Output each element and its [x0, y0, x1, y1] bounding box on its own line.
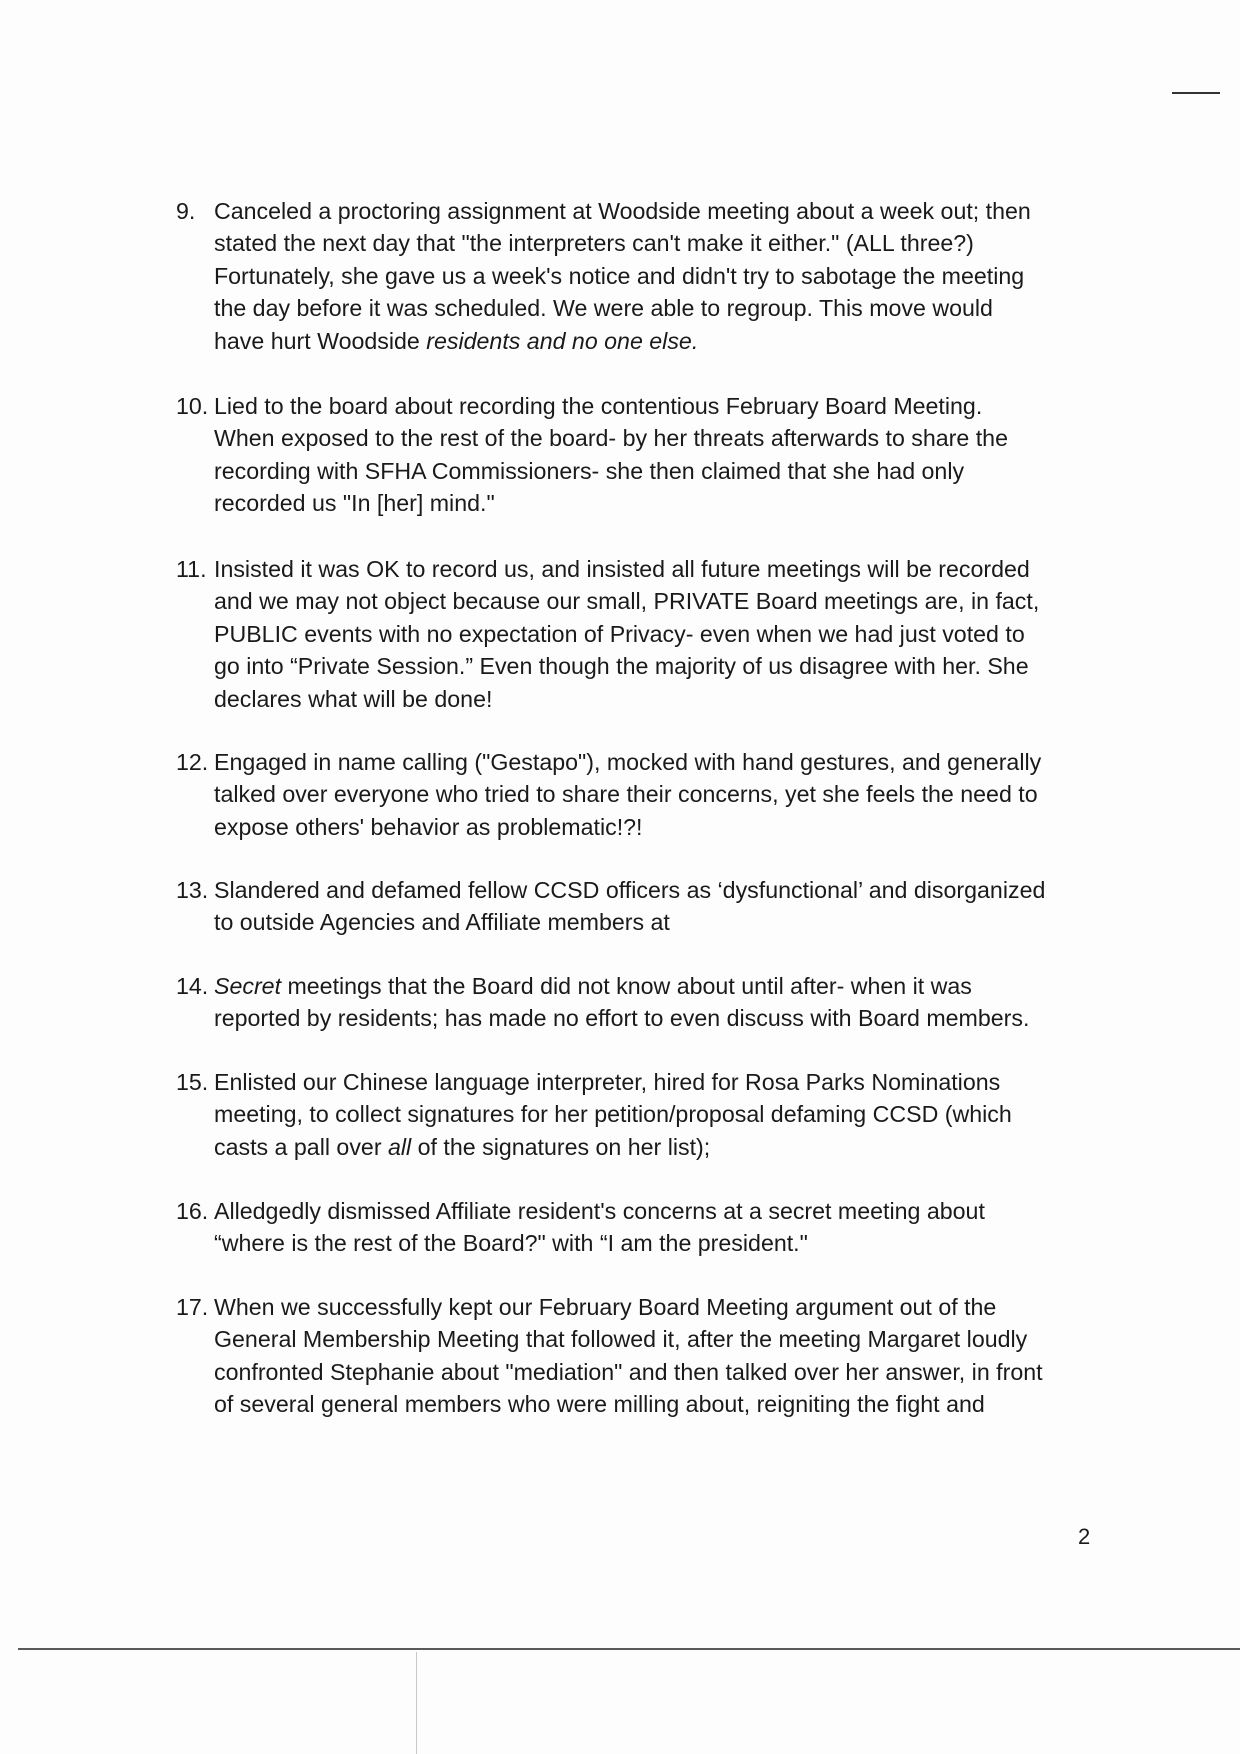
- item-line: Insisted it was OK to record us, and insisted all future meetings will be recorded: [214, 556, 1030, 582]
- item-number: 11.: [176, 556, 207, 582]
- item-line: expose others' behavior as problematic!?!: [214, 813, 643, 840]
- item-line: Alledgedly dismissed Affiliate resident's concerns at a secret meeting about: [214, 1198, 985, 1224]
- item-line: the day before it was scheduled. We were able to regroup. This move would: [214, 295, 993, 322]
- item-line: meeting, to collect signatures for her petition/proposal defaming CCSD (which: [214, 1101, 1012, 1128]
- item-line: When we successfully kept our February Board Meeting argument out of the: [214, 1294, 997, 1320]
- item-text: of the signatures on her list);: [411, 1133, 711, 1160]
- item-line: [176, 970, 1096, 1002]
- list-item-10: [176, 390, 1096, 520]
- list-item-17: [176, 1291, 1096, 1421]
- item-number: 15.: [176, 1069, 209, 1095]
- item-line: talked over everyone who tried to share their concerns, yet she feels the need to: [214, 781, 1038, 808]
- list-item-11: [176, 553, 1096, 715]
- scan-mark: [1172, 92, 1220, 94]
- item-line: Fortunately, she gave us a week's notice and didn't try to sabotage the meeting: [214, 262, 1025, 289]
- item-line: When exposed to the rest of the board- by her threats afterwards to share the: [214, 425, 1008, 452]
- item-line: Lied to the board about recording the contentious February Board Meeting.: [214, 393, 983, 419]
- item-number: 14.: [176, 973, 209, 999]
- item-line: recording with SFHA Commissioners- she then claimed that she had only: [214, 457, 965, 484]
- scan-edge-line: [416, 1652, 417, 1754]
- list-item-13: [176, 874, 1096, 939]
- item-line: reported by residents; has made no effort to even discuss with Board members.: [214, 1005, 1030, 1032]
- item-emphasis: residents and no one else.: [426, 327, 699, 354]
- item-line: Enlisted our Chinese language interpreter, hired for Rosa Parks Nominations: [214, 1069, 1001, 1095]
- item-line: stated the next day that "the interpreters can't make it either." (ALL three?): [214, 230, 974, 257]
- list-item-12: [176, 746, 1096, 843]
- item-line: recorded us "In [her] mind.": [214, 490, 495, 517]
- item-line: declares what will be done!: [214, 685, 493, 712]
- item-line: to outside Agencies and Affiliate members at: [214, 909, 670, 936]
- item-emphasis: Secret: [214, 973, 282, 999]
- item-line: [176, 1131, 1096, 1163]
- item-line: PUBLIC events with no expectation of Privacy- even when we had just voted to: [214, 620, 1025, 647]
- list-item-9: [176, 195, 1096, 357]
- item-number: 13.: [176, 877, 209, 903]
- list-item-15: [176, 1066, 1096, 1163]
- item-line: “where is the rest of the Board?" with “I am the president.": [214, 1230, 808, 1257]
- page-number: 2: [1078, 1524, 1091, 1549]
- scan-edge-line: [18, 1648, 1240, 1650]
- item-emphasis: all: [388, 1133, 412, 1160]
- item-line: and we may not object because our small, PRIVATE Board meetings are, in fact,: [214, 588, 1040, 615]
- item-line: [176, 325, 1096, 357]
- item-line: confronted Stephanie about "mediation" and then talked over her answer, in front: [214, 1358, 1043, 1385]
- item-text: casts a pall over: [214, 1133, 388, 1160]
- item-number: 10.: [176, 393, 209, 419]
- item-line: General Membership Meeting that followed it, after the meeting Margaret loudly: [214, 1326, 1028, 1353]
- item-number: 9.: [176, 198, 196, 224]
- item-line: Engaged in name calling ("Gestapo"), mocked with hand gestures, and generally: [214, 749, 1042, 775]
- item-line: of several general members who were milling about, reigniting the fight and: [214, 1391, 985, 1418]
- list-item-14: [176, 970, 1096, 1035]
- item-text: meetings that the Board did not know about until after- when it was: [281, 973, 972, 999]
- item-number: 16.: [176, 1198, 209, 1224]
- item-number: 12.: [176, 749, 209, 775]
- item-number: 17.: [176, 1294, 209, 1320]
- item-line: Slandered and defamed fellow CCSD officers as ‘dysfunctional’ and disorganized: [214, 877, 1046, 903]
- list-item-16: [176, 1195, 1096, 1260]
- item-text: have hurt Woodside: [214, 327, 427, 354]
- item-line: Canceled a proctoring assignment at Woodside meeting about a week out; then: [214, 198, 1031, 224]
- item-line: go into “Private Session.” Even though the majority of us disagree with her. She: [214, 653, 1029, 680]
